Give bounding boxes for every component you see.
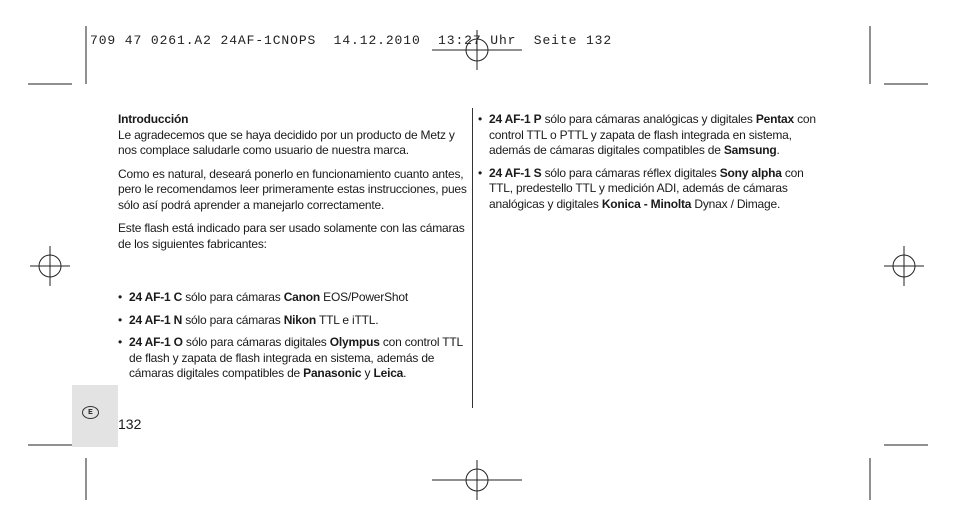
list-item [478,112,828,159]
list-text: Dynax / Dimage. [691,196,781,211]
list-item [118,290,468,306]
list-text: . [403,366,407,380]
list-text: y [361,366,374,380]
model-name: 24 AF-1 C [129,290,183,304]
list-item [118,313,468,329]
brand-name: Leica [373,366,404,380]
brand-name: Nikon [283,312,317,327]
model-name: 24 AF-1 S [489,165,542,180]
list-text: sólo para cámaras [182,312,284,327]
model-name: 24 AF-1 N [129,312,183,327]
print-slug: 709 47 0261.A2 24AF-1CNOPS 14.12.2010 13:27 Uhr Seite 132 [90,33,613,48]
list-text: sólo para cámaras [182,290,284,304]
registration-target-right [884,246,924,286]
intro-paragraph: Como es natural, deseará ponerlo en funcionamiento cuanto antes, pero le recomendamos leer primeramente estas instrucciones, pues sólo así podrá aprender a manejarlo correctamente. [118,166,467,212]
model-list-left [118,290,468,389]
registration-target-bottom [432,460,522,500]
brand-name: Sony alpha [719,165,782,180]
left-column [118,112,468,260]
registration-target-top [432,30,522,70]
model-list-right [478,112,828,219]
registration-target-left [30,246,70,286]
model-name: 24 AF-1 P [489,112,542,126]
brand-name: Konica - Minolta [601,196,692,211]
list-text: sólo para cámaras réflex digitales [541,165,720,180]
brand-name: Samsung [723,143,777,157]
intro-paragraph: Este flash está indicado para ser usado solamente con las cámaras de los siguientes fabricantes: [118,221,465,251]
list-text: con TTL, predestello TTL y medición ADI, además de cámaras analógicas y digitales [489,165,804,211]
list-text: EOS/PowerShot [320,290,408,304]
brand-name: Canon [283,290,321,304]
intro-paragraph: Le agradecemos que se haya decidido por un producto de Metz y nos complace saludarle como usuario de nuestra marca. [118,127,455,157]
model-name: 24 AF-1 O [129,335,183,349]
section-heading: Introducción [118,112,189,126]
brand-name: Olympus [329,335,380,349]
list-text: con control TTL de flash y zapata de flash integrada en sistema, además de cámaras digitales compatibles de [129,335,463,380]
list-text: con control TTL o PTTL y zapata de flash integrada en sistema, además de cámaras digitales compatibles de [489,112,816,157]
list-item [478,166,828,213]
page-number: 132 [118,416,142,432]
column-divider [472,108,473,408]
list-text: . [776,143,780,157]
list-text: TTL e iTTL. [316,312,379,327]
brand-name: Pentax [755,112,794,126]
list-text: sólo para cámaras digitales [182,335,330,349]
list-item [118,335,468,382]
list-text: sólo para cámaras analógicas y digitales [541,112,756,126]
language-badge: E [82,406,99,419]
brand-name: Panasonic [303,366,362,380]
